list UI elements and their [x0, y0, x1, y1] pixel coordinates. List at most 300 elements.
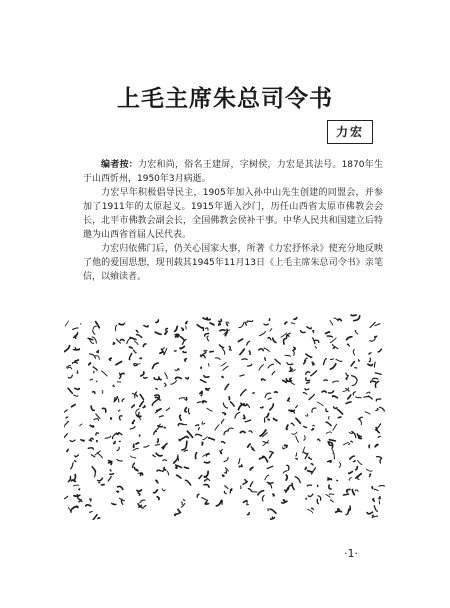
ink-stroke: [181, 337, 185, 341]
manuscript-column: [343, 315, 362, 515]
ink-stroke: [331, 338, 337, 343]
ink-stroke: [324, 380, 327, 381]
ink-stroke: [130, 426, 135, 429]
manuscript-column: [322, 318, 343, 512]
ink-stroke: [245, 420, 250, 422]
ink-stroke: [378, 349, 381, 352]
ink-stroke: [164, 383, 166, 386]
ink-stroke: [267, 466, 273, 468]
ink-stroke: [92, 467, 95, 472]
ink-stroke: [156, 453, 162, 456]
ink-stroke: [247, 341, 250, 345]
ink-stroke: [165, 331, 167, 334]
ink-stroke: [129, 347, 132, 348]
ink-stroke: [119, 416, 122, 420]
ink-stroke: [338, 509, 339, 510]
ink-stroke: [240, 349, 245, 355]
ink-stroke: [134, 467, 137, 469]
ink-stroke: [330, 321, 333, 325]
ink-stroke: [326, 409, 328, 412]
ink-stroke: [370, 322, 375, 327]
ink-stroke: [140, 395, 143, 400]
ink-stroke: [369, 358, 370, 362]
ink-stroke: [199, 475, 202, 478]
ink-stroke: [311, 371, 317, 376]
ink-stroke: [379, 407, 384, 411]
ink-stroke: [64, 434, 67, 439]
ink-stroke: [303, 392, 307, 394]
ink-stroke: [222, 363, 227, 366]
page-title: 上毛主席朱总司令书: [117, 85, 333, 112]
ink-stroke: [206, 501, 207, 503]
ink-stroke: [248, 489, 251, 492]
ink-stroke: [186, 377, 189, 379]
ink-stroke: [347, 489, 350, 492]
ink-stroke: [122, 399, 124, 402]
ink-stroke: [202, 498, 208, 501]
ink-stroke: [182, 502, 183, 505]
ink-stroke: [202, 328, 204, 331]
ink-stroke: [86, 505, 91, 506]
ink-stroke: [296, 418, 300, 423]
ink-stroke: [72, 480, 76, 481]
ink-stroke: [182, 424, 187, 425]
ink-stroke: [330, 500, 333, 502]
ink-stroke: [72, 405, 76, 407]
ink-stroke: [224, 457, 228, 461]
ink-stroke: [304, 436, 305, 440]
ink-stroke: [356, 397, 362, 398]
manuscript-column: [64, 321, 84, 513]
ink-stroke: [119, 433, 122, 435]
ink-stroke: [288, 399, 289, 402]
ink-stroke: [326, 422, 331, 426]
editor-note-paragraph-3: 力宏归依佛门后，仍关心国家大事，所著《力宏抒怀录》使充分地反映了他的爱国思想，现刊载其1945年11月13日《上毛主席朱总司令书》亲笔信，以飨读者。: [83, 244, 383, 282]
ink-stroke: [71, 463, 73, 469]
ink-stroke: [312, 408, 316, 412]
ink-stroke: [102, 408, 105, 412]
ink-stroke: [117, 459, 123, 461]
ink-stroke: [203, 318, 207, 320]
ink-stroke: [287, 465, 289, 470]
ink-stroke: [80, 424, 82, 426]
ink-stroke: [315, 346, 317, 348]
ink-stroke: [367, 469, 373, 471]
ink-stroke: [283, 447, 286, 449]
ink-stroke: [283, 500, 285, 502]
ink-stroke: [152, 400, 158, 406]
ink-stroke: [223, 403, 227, 408]
ink-stroke: [281, 333, 286, 337]
ink-stroke: [197, 402, 201, 403]
ink-stroke: [74, 395, 78, 396]
ink-stroke: [185, 408, 187, 412]
ink-stroke: [355, 368, 357, 369]
ink-stroke: [64, 496, 68, 499]
ink-stroke: [344, 442, 349, 445]
ink-stroke: [351, 441, 353, 442]
ink-stroke: [93, 392, 95, 394]
ink-stroke: [287, 363, 293, 365]
ink-stroke: [286, 487, 289, 492]
ink-stroke: [273, 494, 274, 496]
ink-stroke: [220, 330, 225, 331]
ink-stroke: [313, 425, 315, 426]
ink-stroke: [356, 467, 358, 470]
ink-stroke: [176, 467, 177, 469]
ink-stroke: [203, 401, 206, 403]
ink-stroke: [105, 436, 111, 438]
ink-stroke: [97, 351, 98, 353]
ink-stroke: [180, 415, 181, 420]
ink-stroke: [79, 501, 82, 502]
ink-stroke: [141, 372, 144, 376]
ink-stroke: [75, 360, 78, 361]
ink-stroke: [379, 486, 385, 487]
ink-stroke: [307, 327, 311, 329]
ink-stroke: [240, 375, 244, 376]
ink-stroke: [249, 431, 252, 433]
ink-stroke: [305, 468, 306, 470]
ink-stroke: [352, 376, 357, 380]
ink-stroke: [322, 391, 326, 392]
ink-stroke: [353, 349, 354, 355]
ink-stroke: [75, 388, 79, 389]
ink-stroke: [73, 328, 79, 330]
ink-stroke: [175, 326, 178, 331]
ink-stroke: [358, 419, 361, 425]
ink-stroke: [215, 358, 220, 360]
ink-stroke: [224, 491, 226, 493]
ink-stroke: [329, 416, 330, 419]
editor-note: [83, 158, 383, 284]
ink-stroke: [235, 412, 240, 418]
ink-stroke: [295, 477, 300, 483]
ink-stroke: [225, 471, 227, 474]
ink-stroke: [267, 482, 273, 483]
ink-stroke: [143, 344, 146, 347]
ink-stroke: [75, 349, 79, 350]
ink-stroke: [221, 419, 224, 423]
ink-stroke: [120, 339, 124, 340]
ink-stroke: [185, 480, 190, 485]
page-number: ·1·: [344, 547, 358, 560]
ink-stroke: [243, 501, 247, 503]
ink-stroke: [284, 339, 286, 345]
ink-stroke: [367, 512, 372, 514]
manuscript-column: [235, 321, 257, 515]
manuscript-column: [281, 318, 300, 503]
ink-stroke: [324, 359, 327, 365]
ink-stroke: [207, 336, 209, 341]
ink-stroke: [81, 440, 84, 441]
ink-stroke: [167, 471, 169, 475]
ink-stroke: [289, 410, 294, 411]
ink-stroke: [222, 377, 223, 378]
ink-stroke: [333, 424, 337, 430]
ink-stroke: [247, 503, 249, 505]
ink-stroke: [92, 455, 95, 457]
ink-stroke: [315, 340, 319, 342]
ink-stroke: [329, 391, 334, 393]
ink-stroke: [89, 363, 91, 365]
ink-stroke: [370, 339, 376, 341]
ink-stroke: [265, 393, 270, 397]
ink-stroke: [346, 373, 349, 376]
ink-stroke: [349, 432, 352, 433]
ink-stroke: [135, 363, 140, 364]
ink-stroke: [240, 486, 241, 488]
ink-stroke: [133, 350, 136, 353]
ink-stroke: [157, 409, 161, 411]
ink-stroke: [208, 364, 209, 367]
ink-stroke: [307, 485, 311, 486]
ink-stroke: [65, 321, 68, 326]
ink-stroke: [209, 438, 215, 440]
ink-stroke: [196, 453, 197, 459]
ink-stroke: [136, 443, 139, 444]
ink-stroke: [285, 355, 291, 356]
ink-stroke: [117, 433, 119, 435]
ink-stroke: [201, 367, 202, 368]
ink-stroke: [376, 399, 380, 401]
ink-stroke: [210, 352, 213, 353]
ink-stroke: [177, 475, 181, 478]
ink-stroke: [371, 381, 376, 382]
ink-stroke: [312, 338, 315, 344]
ink-stroke: [166, 328, 168, 330]
ink-stroke: [155, 332, 161, 334]
ink-stroke: [166, 408, 169, 411]
ink-stroke: [245, 322, 247, 325]
ink-stroke: [119, 410, 120, 412]
ink-stroke: [243, 415, 245, 418]
ink-stroke: [186, 326, 187, 329]
ink-stroke: [75, 475, 76, 480]
ink-stroke: [68, 375, 72, 378]
ink-stroke: [160, 352, 163, 354]
ink-stroke: [68, 388, 72, 393]
ink-stroke: [259, 457, 264, 459]
ink-stroke: [311, 464, 313, 465]
ink-stroke: [375, 373, 381, 374]
ink-stroke: [155, 444, 159, 445]
ink-stroke: [198, 428, 199, 430]
ink-stroke: [268, 364, 274, 368]
ink-stroke: [156, 320, 159, 322]
ink-stroke: [77, 371, 78, 374]
ink-stroke: [182, 328, 184, 330]
ink-stroke: [248, 364, 252, 366]
ink-stroke: [206, 328, 208, 330]
ink-stroke: [66, 417, 68, 418]
ink-stroke: [270, 509, 276, 513]
ink-stroke: [259, 365, 264, 370]
ink-stroke: [180, 437, 186, 441]
ink-stroke: [136, 330, 138, 332]
ink-stroke: [219, 323, 221, 325]
ink-stroke: [220, 450, 223, 452]
ink-stroke: [90, 512, 92, 513]
ink-stroke: [283, 471, 287, 473]
ink-stroke: [334, 454, 335, 459]
ink-stroke: [238, 404, 244, 410]
ink-stroke: [346, 377, 348, 379]
ink-stroke: [338, 417, 341, 418]
ink-stroke: [351, 315, 356, 316]
ink-stroke: [183, 500, 185, 501]
ink-stroke: [352, 380, 357, 386]
ink-stroke: [353, 392, 355, 395]
ink-stroke: [348, 444, 349, 445]
ink-stroke: [227, 324, 228, 326]
ink-stroke: [329, 485, 331, 489]
ink-stroke: [133, 444, 134, 447]
ink-stroke: [269, 484, 272, 488]
ink-stroke: [294, 318, 297, 320]
ink-stroke: [183, 351, 186, 352]
ink-stroke: [102, 391, 103, 394]
ink-stroke: [159, 498, 160, 500]
ink-stroke: [273, 338, 276, 342]
ink-stroke: [93, 326, 97, 329]
ink-stroke: [245, 480, 247, 482]
ink-stroke: [204, 485, 209, 488]
ink-stroke: [197, 494, 199, 497]
ink-stroke: [348, 395, 351, 399]
ink-stroke: [140, 500, 145, 503]
ink-stroke: [228, 428, 234, 430]
ink-stroke: [185, 359, 187, 361]
ink-stroke: [91, 406, 94, 410]
ink-stroke: [96, 322, 100, 328]
ink-stroke: [309, 457, 312, 459]
ink-stroke: [132, 420, 134, 423]
manuscript-column: [258, 319, 281, 520]
ink-stroke: [109, 358, 111, 360]
ink-stroke: [196, 434, 202, 435]
ink-stroke: [352, 432, 356, 438]
ink-stroke: [333, 348, 334, 349]
ink-stroke: [64, 410, 67, 413]
ink-stroke: [133, 448, 138, 450]
ink-stroke: [264, 348, 269, 351]
ink-stroke: [265, 475, 269, 480]
ink-stroke: [138, 493, 140, 495]
ink-stroke: [202, 442, 203, 444]
ink-stroke: [94, 371, 95, 373]
ink-stroke: [368, 364, 372, 365]
ink-stroke: [270, 453, 273, 458]
ink-stroke: [67, 367, 72, 368]
ink-stroke: [333, 381, 339, 382]
ink-stroke: [306, 354, 312, 357]
manuscript-column: [196, 318, 215, 505]
manuscript-column: [127, 326, 149, 509]
ink-stroke: [223, 413, 226, 415]
ink-stroke: [226, 322, 229, 323]
ink-stroke: [119, 324, 123, 325]
ink-stroke: [225, 384, 229, 389]
ink-stroke: [93, 331, 95, 335]
ink-stroke: [265, 358, 266, 361]
ink-stroke: [64, 346, 70, 352]
ink-stroke: [71, 507, 76, 512]
ink-stroke: [333, 396, 338, 398]
ink-stroke: [102, 371, 108, 376]
ink-stroke: [70, 440, 75, 441]
ink-stroke: [230, 489, 231, 492]
ink-stroke: [327, 336, 332, 337]
ink-stroke: [249, 351, 250, 354]
ink-stroke: [351, 362, 354, 366]
editor-note-paragraph-2: 力宏早年积极倡导民主，1905年加入孙中山先生创建的同盟会，并参加了1911年的太原起义。1915年遁入沙门，历任山西省太原市佛教会会长，北平市佛教会副会长，全国佛教会侯补干事。中华人民共和国建立后特邀为山西省首届人民代表。: [83, 188, 383, 240]
ink-stroke: [143, 406, 145, 408]
ink-stroke: [162, 470, 164, 472]
ink-stroke: [305, 389, 309, 390]
ink-stroke: [98, 518, 100, 519]
ink-stroke: [294, 347, 295, 350]
ink-stroke: [301, 331, 305, 333]
ink-stroke: [250, 467, 253, 470]
ink-stroke: [137, 490, 141, 491]
ink-stroke: [162, 489, 165, 491]
ink-stroke: [64, 421, 68, 427]
ink-stroke: [283, 380, 287, 382]
ink-stroke: [275, 359, 281, 364]
ink-stroke: [260, 332, 266, 336]
ink-stroke: [184, 450, 187, 451]
ink-stroke: [353, 460, 355, 461]
ink-stroke: [215, 425, 219, 430]
ink-stroke: [308, 509, 313, 513]
ink-stroke: [274, 418, 277, 420]
ink-stroke: [118, 486, 123, 489]
ink-stroke: [308, 471, 312, 472]
ink-stroke: [156, 480, 158, 483]
ink-stroke: [165, 373, 168, 379]
ink-stroke: [306, 372, 310, 374]
ink-stroke: [221, 452, 222, 453]
ink-stroke: [372, 515, 373, 516]
manuscript-column: [364, 322, 385, 517]
ink-stroke: [144, 445, 149, 447]
ink-stroke: [108, 477, 111, 482]
ink-stroke: [292, 483, 294, 489]
ink-stroke: [137, 334, 142, 337]
ink-stroke: [124, 323, 125, 324]
ink-stroke: [196, 425, 199, 426]
ink-stroke: [152, 363, 158, 368]
ink-stroke: [317, 402, 323, 406]
ink-stroke: [120, 498, 125, 501]
ink-stroke: [317, 499, 318, 503]
ink-stroke: [373, 499, 374, 501]
ink-stroke: [350, 456, 355, 459]
editor-note-label: 编者按：: [101, 160, 139, 170]
ink-stroke: [369, 353, 371, 355]
manuscript-column: [301, 327, 324, 513]
ink-stroke: [96, 433, 99, 435]
ink-stroke: [347, 344, 349, 346]
ink-stroke: [336, 359, 342, 361]
ink-stroke: [240, 431, 245, 432]
ink-stroke: [334, 407, 337, 409]
ink-stroke: [98, 478, 103, 481]
ink-stroke: [354, 316, 360, 321]
ink-stroke: [138, 504, 142, 506]
ink-stroke: [110, 470, 111, 471]
